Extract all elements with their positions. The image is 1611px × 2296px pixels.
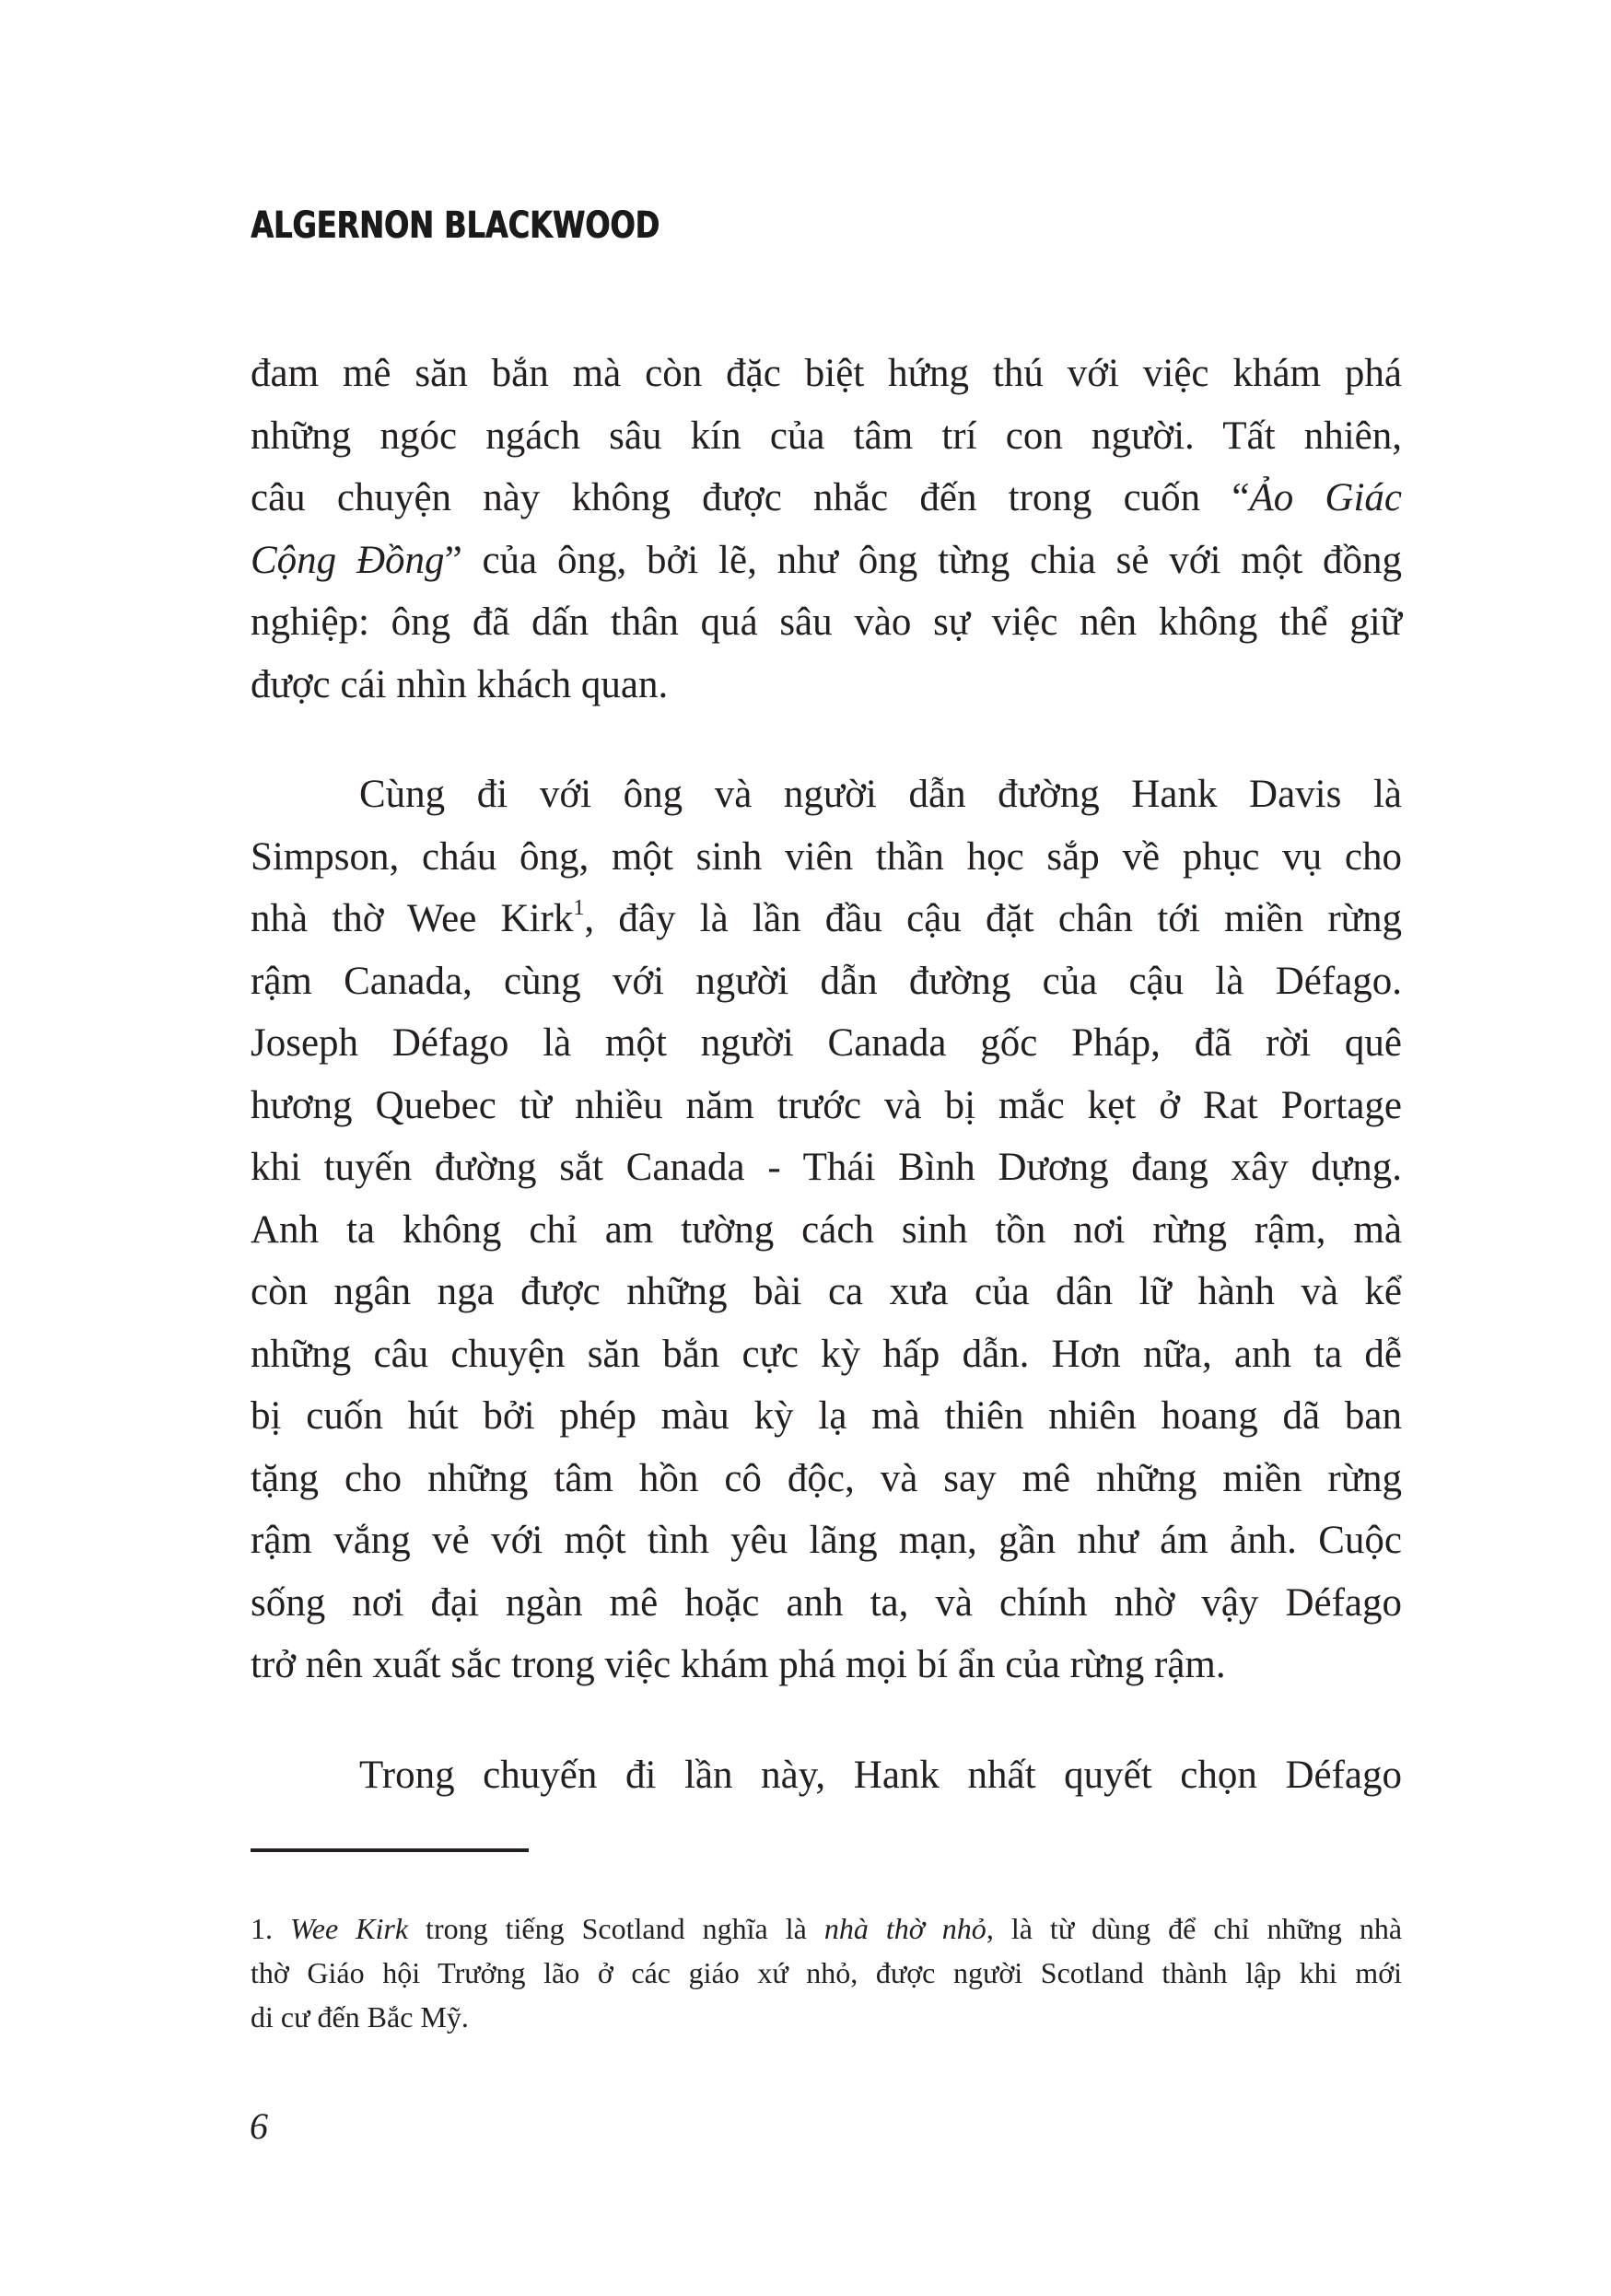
text-line: rậm vắng vẻ với một tình yêu lãng mạn, gần như ám ảnh. Cuộc [251,1519,1402,1562]
text-line [251,467,1402,530]
text-line: nghiệp: ông đã dấn thân quá sâu vào sự việc nên không thể giữ [251,600,1402,644]
text-line: trở nên xuất sắc trong việc khám phá mọi bí ẩn của rừng rậm. [251,1643,1226,1686]
text-line: được cái nhìn khách quan. [251,662,669,706]
text-line: Cùng đi với ông và người dẫn đường Hank Davis là [359,773,1402,816]
footnote-line: thờ Giáo hội Trưởng lão ở các giáo xứ nhỏ, được người Scotland thành lập khi mới [251,1956,1402,1989]
text-line: khi tuyến đường sắt Canada - Thái Bình Dương đang xây dựng. [251,1146,1402,1189]
book-title-italic: Cộng Đồng [251,538,445,582]
running-head-author: ALGERNON BLACKWOOD [251,204,660,247]
book-title-italic: Ảo Giác [1249,476,1402,519]
text-segment: trong tiếng Scotland nghĩa là [408,1912,824,1945]
paragraph-3 [251,1744,1402,1807]
text-line: Simpson, cháu ông, một sinh viên thần học sắp về phục vụ cho [251,834,1402,879]
footnote-number: 1. [251,1912,273,1945]
text-segment: , đây là lần đầu cậu đặt chân tới miền rừng [584,897,1402,940]
text-segment: , là từ dùng để chỉ những nhà [986,1912,1403,1945]
text-line: sống nơi đại ngàn mê hoặc anh ta, và chính nhờ vậy Défago [251,1580,1402,1625]
text-line: Anh ta không chỉ am tường cách sinh tồn nơi rừng rậm, mà [251,1207,1402,1252]
text-segment: câu chuyện này không được nhắc đến trong cuốn “ [251,476,1250,519]
text-line: Joseph Défago là một người Canada gốc Pháp, đã rời quê [251,1021,1402,1065]
text-line: còn ngân nga được những bài ca xưa của dân lữ hành và kể [251,1270,1402,1313]
text-line: Trong chuyến đi lần này, Hank nhất quyết chọn Défago [359,1753,1402,1797]
text-line: hương Quebec từ nhiều năm trước và bị mắc kẹt ở Rat Portage [251,1083,1402,1127]
text-line: những câu chuyện săn bắn cực kỳ hấp dẫn. Hơn nữa, anh ta dễ [251,1332,1402,1376]
footnote [251,1906,1402,2039]
text-line [251,530,1402,592]
text-line: đam mê săn bắn mà còn đặc biệt hứng thú với việc khám phá [251,352,1402,395]
text-segment: ” của ông, bởi lẽ, như ông từng chia sẻ với một đồng [444,538,1402,582]
paragraph-1 [251,343,1402,716]
text-line: bị cuốn hút bởi phép màu kỳ lạ mà thiên nhiên hoang dã ban [251,1394,1402,1438]
text-line: tặng cho những tâm hồn cô độc, và say mê những miền rừng [251,1456,1402,1500]
text-line: những ngóc ngách sâu kín của tâm trí con người. Tất nhiên, [251,414,1402,458]
footnote-line: di cư đến Bắc Mỹ. [251,2000,469,2034]
body-text [251,343,1402,1806]
footnote-meaning: nhà thờ nhỏ [823,1912,986,1945]
footnote-line [251,1906,1402,1951]
text-segment: nhà thờ Wee Kirk [251,897,574,940]
page-number: 6 [250,2105,268,2147]
paragraph-2 [251,763,1402,1696]
text-line [251,888,1402,950]
footnote-divider [251,1848,529,1852]
footnote-term: Wee Kirk [290,1912,409,1945]
text-line: rậm Canada, cùng với người dẫn đường của cậu là Défago. [251,959,1402,1003]
footnote-reference[interactable]: 1 [573,896,585,920]
